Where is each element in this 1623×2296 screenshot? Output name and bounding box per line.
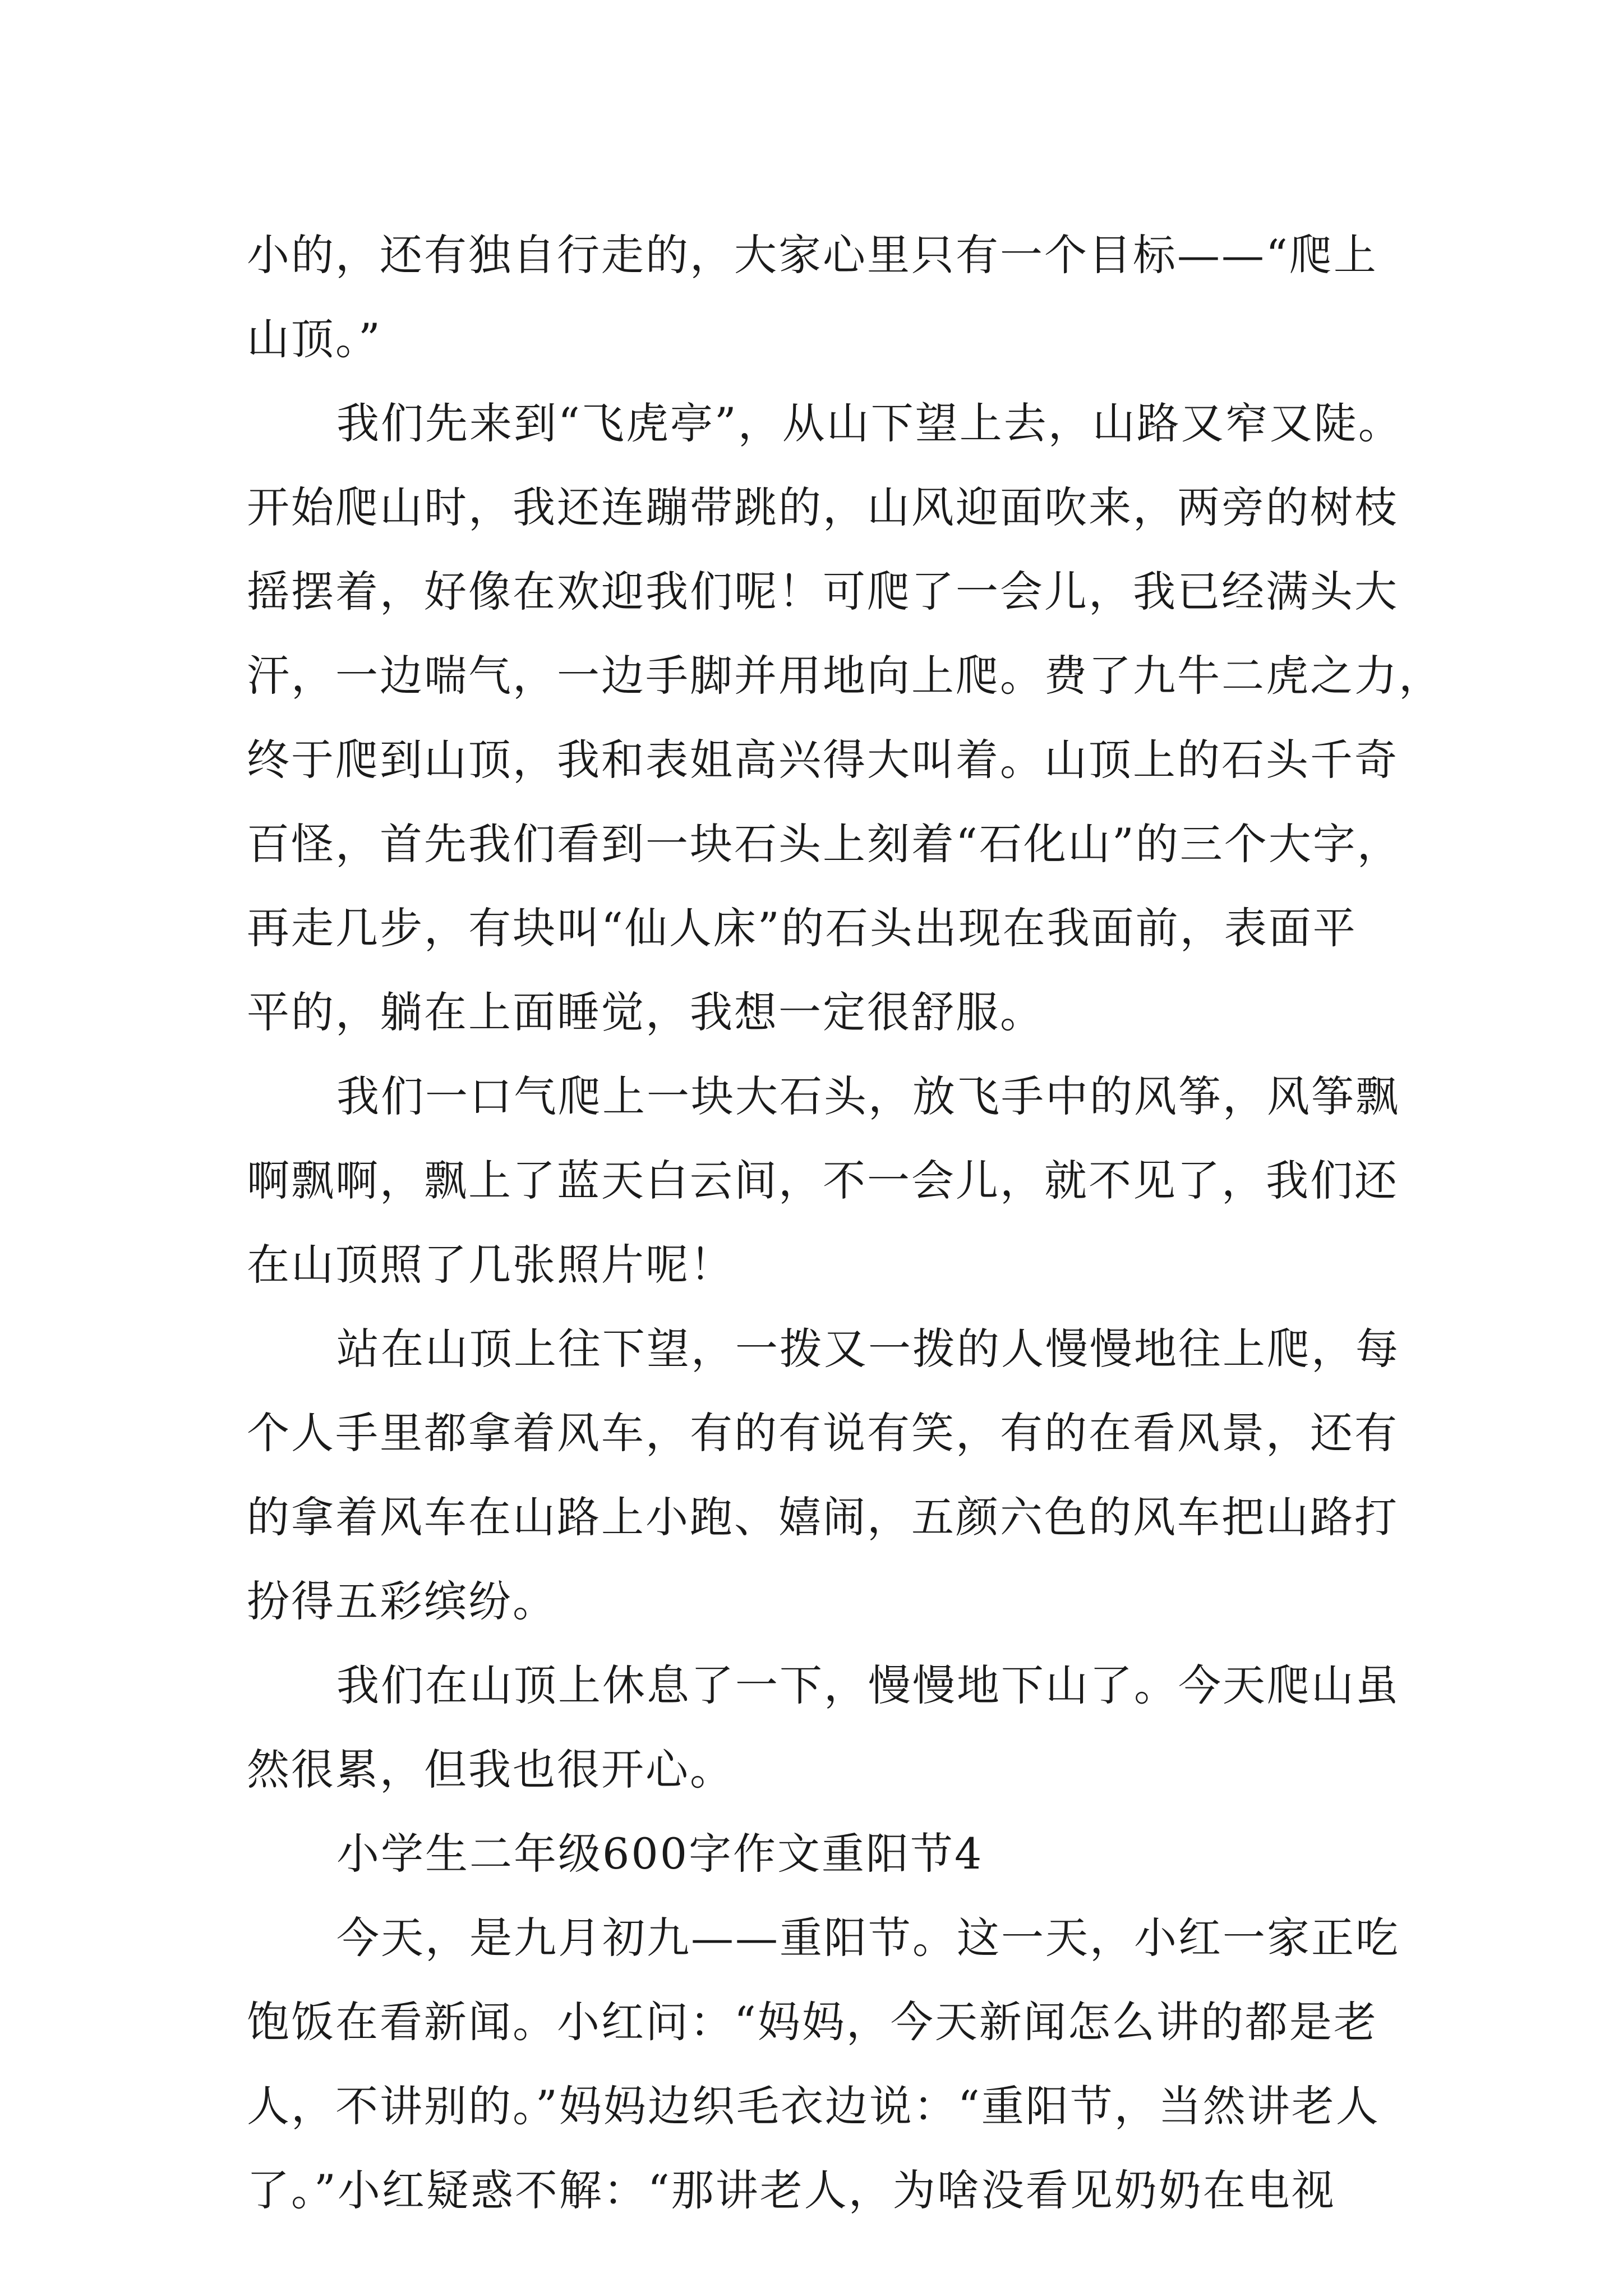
text-line: 山顶。” — [247, 314, 382, 364]
text-line: 个人手里都拿着风车，有的有说有笑，有的在看风景，还有 — [247, 1408, 1399, 1458]
text-line: 开始爬山时，我还连蹦带跳的，山风迎面吹来，两旁的树枝 — [247, 482, 1399, 532]
paragraph-start-line: 我们先来到“飞虎亭”，从山下望上去，山路又窄又陡。 — [336, 398, 1403, 448]
text-line: 再走几步，有块叫“仙人床”的石头出现在我面前，表面平 — [247, 903, 1357, 953]
text-line: 了。”小红疑惑不解：“那讲老人，为啥没看见奶奶在电视 — [247, 2165, 1336, 2215]
text-line: 的拿着风车在山路上小跑、嬉闹，五颜六色的风车把山路打 — [247, 1492, 1399, 1542]
paragraph-start-line: 我们在山顶上休息了一下，慢慢地下山了。今天爬山虽 — [336, 1660, 1400, 1710]
paragraph-start-line: 站在山顶上往下望，一拨又一拨的人慢慢地往上爬，每 — [336, 1324, 1400, 1374]
text-line: 扮得五彩缤纷。 — [247, 1576, 557, 1626]
text-line: 啊飘啊，飘上了蓝天白云间，不一会儿，就不见了，我们还 — [247, 1156, 1399, 1205]
text-line: 平的，躺在上面睡觉，我想一定很舒服。 — [247, 987, 1044, 1037]
text-line: 小的，还有独自行走的，大家心里只有一个目标——“爬上 — [247, 230, 1378, 280]
text-line: 饱饭在看新闻。小红问：“妈妈，今天新闻怎么讲的都是老 — [247, 1997, 1378, 2047]
text-line: 在山顶照了几张照片呢！ — [247, 1240, 734, 1290]
text-line: 然很累，但我也很开心。 — [247, 1745, 734, 1795]
paragraph-start-line: 今天，是九月初九——重阳节。这一天，小红一家正吃 — [336, 1913, 1400, 1963]
text-line: 百怪，首先我们看到一块石头上刻着“石化山”的三个大字， — [247, 819, 1401, 869]
paragraph-start-line: 我们一口气爬上一块大石头，放飞手中的风筝，风筝飘 — [336, 1071, 1400, 1121]
essay-text — [247, 213, 1443, 2233]
text-line: 终于爬到山顶，我和表姐高兴得大叫着。山顶上的石头千奇 — [247, 735, 1399, 785]
section-heading: 小学生二年级600字作文重阳节4 — [336, 1829, 984, 1879]
text-line: 人，不讲别的。”妈妈边织毛衣边说：“重阳节，当然讲老人 — [247, 2081, 1380, 2131]
text-line: 摇摆着，好像在欢迎我们呢！可爬了一会儿，我已经满头大 — [247, 567, 1399, 616]
text-line: 汗，一边喘气，一边手脚并用地向上爬。费了九牛二虎之力， — [247, 651, 1443, 701]
